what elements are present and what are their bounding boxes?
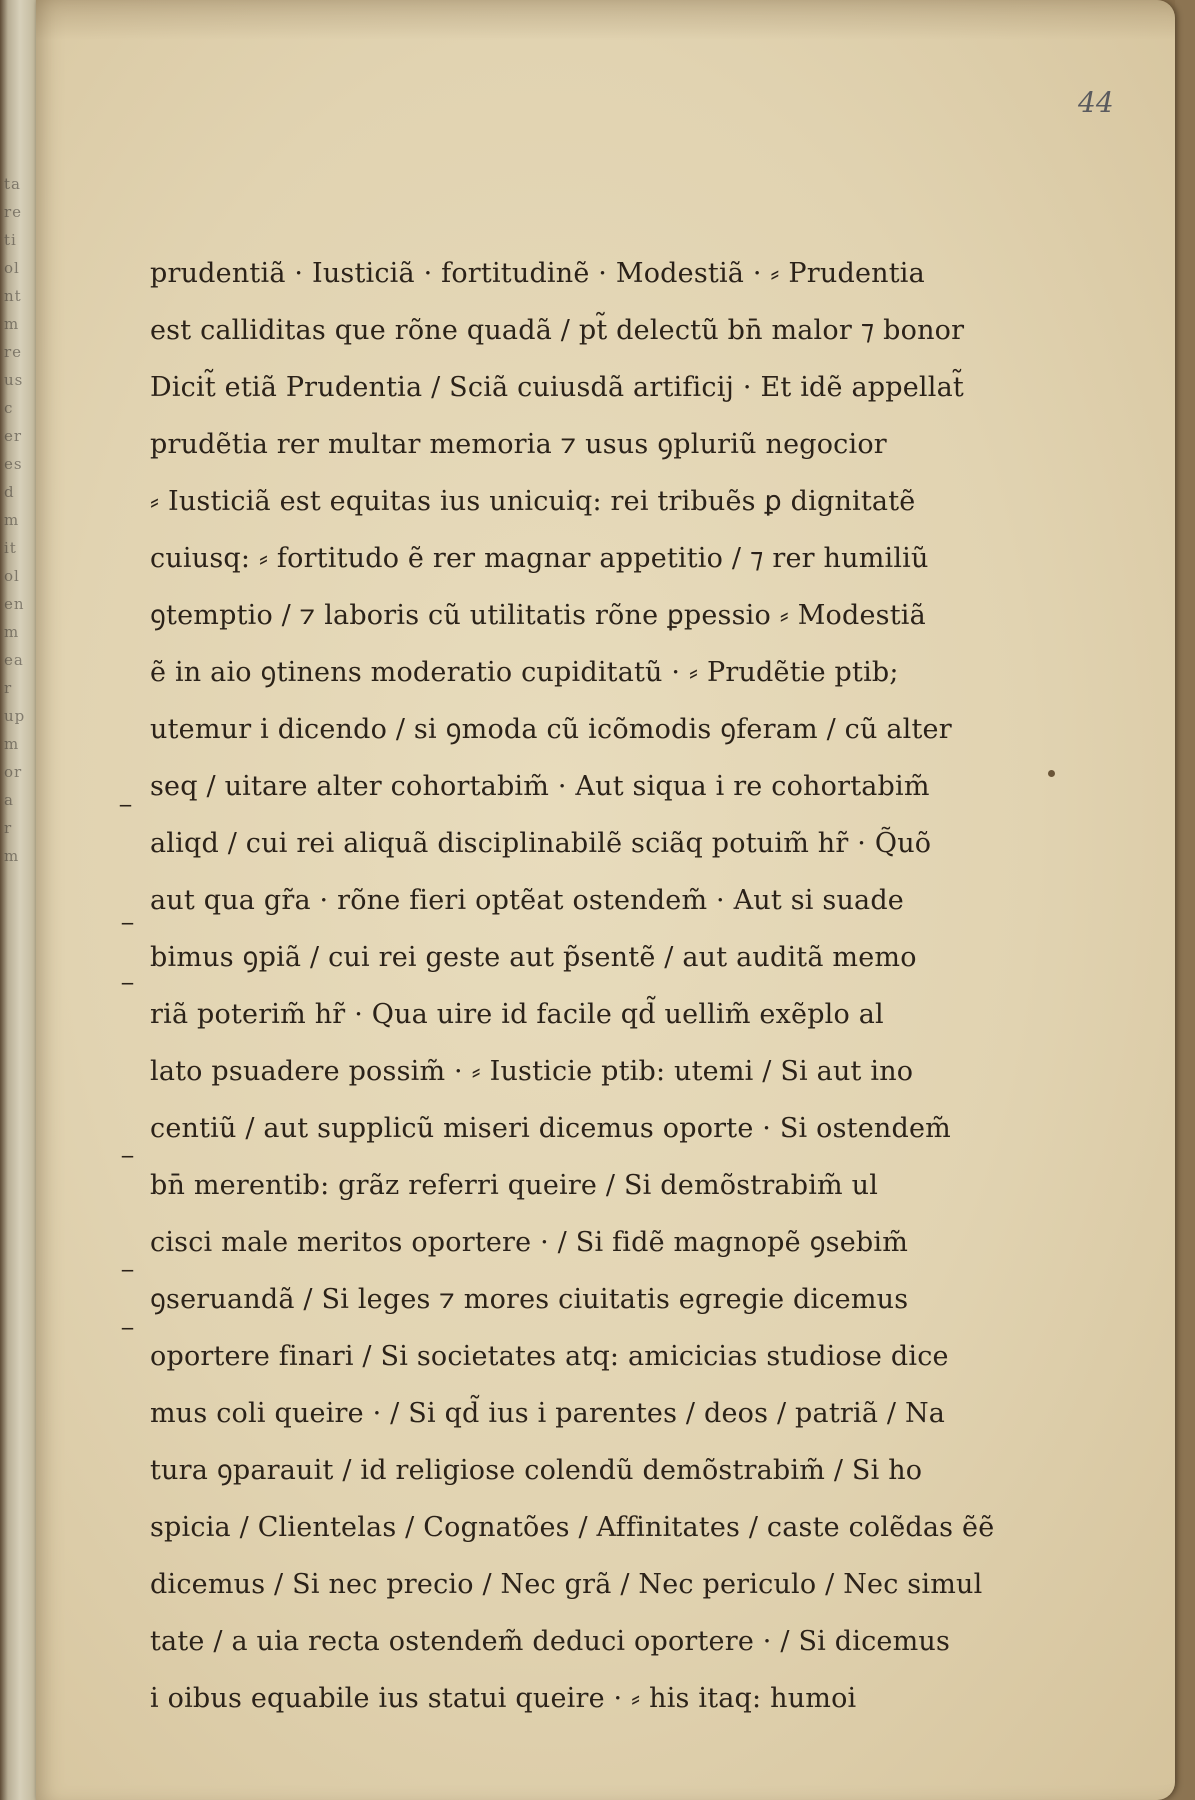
margin-dash: _ — [122, 1247, 133, 1272]
text-line: tate / a uia recta ostendem̃ deduci oportere · / Si dicemus — [150, 1626, 951, 1657]
text-line: aut qua gr̃a · rõne fieri optẽat ostendem̃ · Aut si suade — [150, 885, 904, 916]
leaf-top-shadow — [36, 0, 1175, 40]
margin-dash: _ — [120, 782, 131, 807]
text-line: lato psuadere possim̃ · ⸗ Iusticie ptib: utemi / Si aut ino — [150, 1056, 914, 1087]
text-line: prudẽtia rer multar memoria ⁊ usus ꝯpluriũ negocior — [150, 429, 887, 460]
text-line: tura ꝯparauit / id religiose colendũ demõstrabim̃ / Si ho — [150, 1455, 923, 1486]
text-line: dicemus / Si nec precio / Nec grã / Nec periculo / Nec simul — [150, 1569, 983, 1600]
text-line: ꝯtemptio / ⁊ laboris cũ utilitatis rõne ꝑpessio ⸗ Modestiã — [150, 600, 926, 631]
margin-dash: _ — [122, 1133, 133, 1158]
ink-spot — [1048, 770, 1055, 777]
text-line: centiũ / aut supplicũ miseri dicemus oporte · Si ostendem̃ — [150, 1113, 951, 1144]
text-line: Dicit̃ etiã Prudentia / Sciã cuiusdã artificij · Et idẽ appellat̃ — [150, 372, 964, 403]
folio-number: 44 — [1078, 86, 1114, 119]
margin-dash: _ — [122, 960, 133, 985]
text-line: oportere finari / Si societates atq: amicicias studiose dice — [150, 1341, 949, 1372]
text-line: seq / uitare alter cohortabim̃ · Aut siqua i re cohortabim̃ — [150, 771, 930, 802]
underlying-page-text: ta re ti ol nt m re us c er es d m it ol en m ea r up m or a r m — [4, 175, 26, 865]
text-line: spicia / Clientelas / Cognatões / Affinitates / caste colẽdas ẽẽ — [150, 1512, 995, 1543]
text-line: cuiusq: ⸗ fortitudo ẽ rer magnar appetitio / ⁊ rer humiliũ — [150, 543, 929, 574]
text-line: i oibus equabile ius statui queire · ⸗ his itaq: humoi — [150, 1683, 857, 1714]
text-line: ẽ in aio ꝯtinens moderatio cupiditatũ · ⸗ Prudẽtie ptib; — [150, 657, 899, 688]
text-line: est calliditas que rõne quadã / pt̃ delectũ bn̄ malor ⁊ bonor — [150, 315, 965, 346]
text-line: utemur i dicendo / si ꝯmoda cũ icõmodis ꝯferam / cũ alter — [150, 714, 952, 745]
text-line: prudentiã · Iusticiã · fortitudinẽ · Modestiã · ⸗ Prudentia — [150, 258, 925, 289]
text-line: ⸗ Iusticiã est equitas ius unicuiq: rei tribuẽs ꝑ dignitatẽ — [150, 486, 916, 517]
text-line: bimus ꝯpiã / cui rei geste aut p̃sentẽ / aut auditã memo — [150, 942, 917, 973]
margin-dash: _ — [122, 1305, 133, 1330]
text-line: cisci male meritos oportere · / Si fidẽ magnopẽ ꝯsebim̃ — [150, 1227, 909, 1258]
margin-dash: _ — [122, 900, 133, 925]
manuscript-text — [150, 245, 995, 1727]
text-line: bn̄ merentib: grãz referri queire / Si demõstrabim̃ ul — [150, 1170, 879, 1201]
text-line: riã poterim̃ hr̃ · Qua uire id facile qd̃ uellim̃ exẽplo al — [150, 999, 884, 1030]
text-line: ꝯseruandã / Si leges ⁊ mores ciuitatis egregie dicemus — [150, 1284, 909, 1315]
text-line: mus coli queire · / Si qd̃ ius i parentes / deos / patriã / Na — [150, 1398, 946, 1429]
text-line: aliqd / cui rei aliquã disciplinabilẽ sciãq potuim̃ hr̃ · Q̃uõ — [150, 828, 932, 859]
